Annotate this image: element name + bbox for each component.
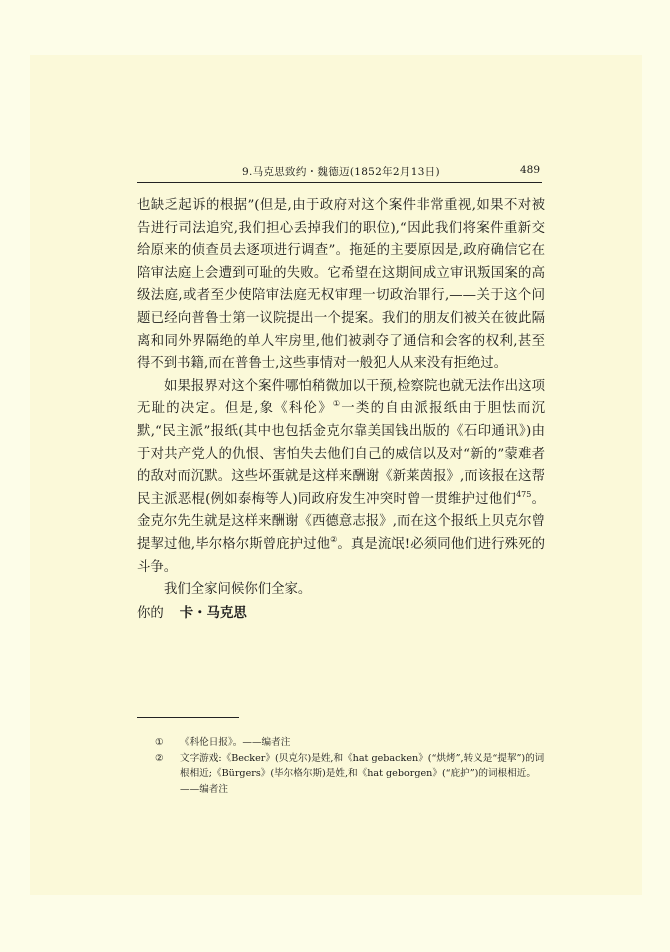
page-number: 489 [519,164,540,176]
paragraph-2-part-a: 如果报界对这个案件哪怕稍微加以干预,检察院也就无法作出这项无耻的决定。但是,象《科伦》 [137,378,545,417]
paragraph-3: 我们全家问候你们全家。 [164,582,312,598]
endnote-ref-475[interactable]: 475 [516,489,532,499]
footnote-ref-1[interactable]: ① [332,399,342,409]
signature-prefix: 你的 [137,605,164,621]
signature [137,602,545,626]
footnotes [155,735,547,797]
paragraph-2-part-b: 一类的自由派报纸由于胆怯而沉默,“民主派”报纸(其中也包括金克尔靠美国钱出版的《石印通讯》)由于对共产党人的仇恨、害怕失去他们自己的威信以及对“新的”蒙难者的敌对而沉默。这些坏蛋就是这样来酬谢《新莱茵报》,而该报在这帮民主派恶棍(例如泰梅等人)同政府发生冲突时曾一贯维护过他们 [137,401,546,507]
footnote-1 [155,735,547,751]
signature-name: 卡・马克思 [179,604,247,621]
footnote-mark: ② [155,752,164,764]
running-header [137,160,542,183]
footnote-mark: ① [155,737,164,748]
paragraph-2-part-d: 。真是流氓!必须同他们进行殊死的斗争。 [137,536,545,575]
paragraph-2-part-c: 。金克尔先生就是这样来酬谢《西德意志报》,而在这个报纸上贝克尔曾提挈过他,毕尔格尔斯曾庇护过他 [137,491,545,552]
footnote-ref-2[interactable]: ② [330,534,338,544]
header-title: 9.马克思致约・魏德迈(1852年2月13日) [242,166,440,178]
footnote-text: 文字游戏:《Becker》(贝克尔)是姓,和《hat gebacken》(“烘烤”,转义是“提挈”)的词根相近;《Bürgers》(毕尔格尔斯)是姓,和《hat geborgen》(“庇护”)的词根相近。——编者注 [180,752,545,795]
paragraph-2 [137,376,545,579]
footnote-text: 《科伦日报》。——编者注 [180,737,291,748]
letter-body [137,195,545,625]
footnote-divider [137,717,239,718]
paragraph-1: 也缺乏起诉的根据”(但是,由于政府对这个案件非常重视,如果不对被告进行司法追究,我们担心丢掉我们的职位),“因此我们将案件重新交给原来的侦查员去逐项进行调查”。拖延的主要原因是,政府确信它在陪审法庭上会遭到可耻的失败。它希望在这期间成立审讯叛国案的高级法庭,或者至少使陪审法庭无权审理一切政治罪行,——关于这个问题已经向普鲁士第一议院提出一个提案。我们的朋友们被关在彼此隔离和同外界隔绝的单人牢房里,他们被剥夺了通信和会客的权利,甚至得不到书籍,而在普鲁士,这些事情对一般犯人从来没有拒绝过。 [137,198,545,372]
footnote-2 [155,751,547,798]
